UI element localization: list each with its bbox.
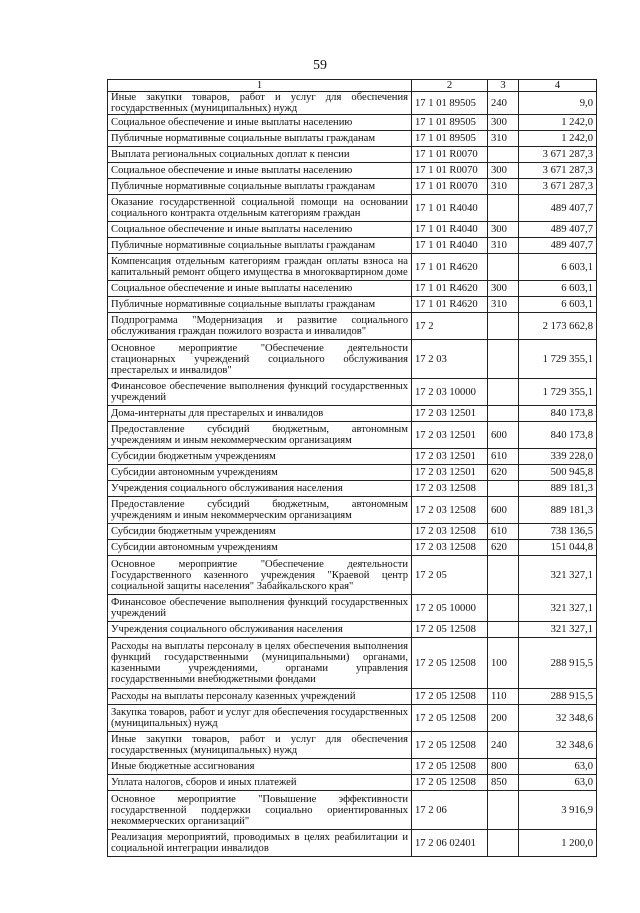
table-row <box>108 92 597 115</box>
row-code-cell: 17 1 01 R4040 <box>412 238 488 254</box>
row-expense-type-cell <box>488 791 519 830</box>
row-name-cell: Субсидии автономным учреждениям <box>108 540 412 556</box>
table-row <box>108 254 597 281</box>
row-code-cell: 17 2 03 10000 <box>412 379 488 406</box>
row-name-cell: Предоставление субсидий бюджетным, автономным учреждениям и иным некоммерческим организациям <box>108 422 412 449</box>
row-name-cell: Публичные нормативные социальные выплаты гражданам <box>108 131 412 147</box>
row-name-cell: Публичные нормативные социальные выплаты гражданам <box>108 297 412 313</box>
row-code-cell: 17 2 03 12508 <box>412 524 488 540</box>
row-amount-cell: 6 603,1 <box>519 254 597 281</box>
row-expense-type-cell: 620 <box>488 465 519 481</box>
row-name-cell: Расходы на выплаты персоналу в целях обеспечения выполнения функций государственными (муниципальными) органами, казенными учреждениями, органами управления государственными внебюджетными фондами <box>108 638 412 689</box>
row-amount-cell: 321 327,1 <box>519 622 597 638</box>
table-row <box>108 222 597 238</box>
row-amount-cell: 1 242,0 <box>519 115 597 131</box>
row-code-cell: 17 2 03 12508 <box>412 481 488 497</box>
row-name-cell: Основное мероприятие "Обеспечение деятельности Государственного казенного учреждения "Краевой центр социальной защиты населения" Забайкальского края" <box>108 556 412 595</box>
table-row <box>108 131 597 147</box>
row-expense-type-cell <box>488 147 519 163</box>
row-name-cell: Расходы на выплаты персоналу казенных учреждений <box>108 689 412 705</box>
row-amount-cell: 288 915,5 <box>519 638 597 689</box>
row-amount-cell: 6 603,1 <box>519 297 597 313</box>
row-amount-cell: 3 671 287,3 <box>519 147 597 163</box>
table-row <box>108 732 597 759</box>
row-expense-type-cell: 310 <box>488 297 519 313</box>
row-amount-cell: 1 729 355,1 <box>519 379 597 406</box>
row-code-cell: 17 2 03 <box>412 340 488 379</box>
table-row <box>108 313 597 340</box>
table-row <box>108 238 597 254</box>
row-name-cell: Публичные нормативные социальные выплаты гражданам <box>108 179 412 195</box>
table-row <box>108 422 597 449</box>
row-expense-type-cell: 610 <box>488 524 519 540</box>
table-row <box>108 524 597 540</box>
table-row <box>108 830 597 857</box>
row-code-cell: 17 1 01 89505 <box>412 131 488 147</box>
page-number: 59 <box>313 58 327 73</box>
row-code-cell: 17 1 01 89505 <box>412 92 488 115</box>
row-name-cell: Публичные нормативные социальные выплаты гражданам <box>108 238 412 254</box>
row-name-cell: Основное мероприятие "Повышение эффективности государственной поддержки социально ориентированных некоммерческих организаций" <box>108 791 412 830</box>
row-amount-cell: 151 044,8 <box>519 540 597 556</box>
row-name-cell: Уплата налогов, сборов и иных платежей <box>108 775 412 791</box>
row-code-cell: 17 2 05 12508 <box>412 622 488 638</box>
row-expense-type-cell <box>488 406 519 422</box>
table-row <box>108 465 597 481</box>
row-amount-cell: 500 945,8 <box>519 465 597 481</box>
row-expense-type-cell <box>488 379 519 406</box>
table-row <box>108 340 597 379</box>
row-expense-type-cell <box>488 622 519 638</box>
row-expense-type-cell: 300 <box>488 222 519 238</box>
row-name-cell: Финансовое обеспечение выполнения функций государственных учреждений <box>108 595 412 622</box>
row-code-cell: 17 2 03 12501 <box>412 422 488 449</box>
row-expense-type-cell: 110 <box>488 689 519 705</box>
row-code-cell: 17 2 05 <box>412 556 488 595</box>
row-name-cell: Субсидии бюджетным учреждениям <box>108 449 412 465</box>
row-expense-type-cell <box>488 313 519 340</box>
row-amount-cell: 6 603,1 <box>519 281 597 297</box>
row-name-cell: Основное мероприятие "Обеспечение деятельности стационарных учреждений социального обслуживания престарелых и инвалидов" <box>108 340 412 379</box>
column-header-amount: 4 <box>519 80 597 92</box>
row-expense-type-cell: 300 <box>488 281 519 297</box>
row-expense-type-cell: 100 <box>488 638 519 689</box>
table-row <box>108 195 597 222</box>
row-name-cell: Дома-интернаты для престарелых и инвалидов <box>108 406 412 422</box>
row-code-cell: 17 2 03 12508 <box>412 540 488 556</box>
row-expense-type-cell <box>488 254 519 281</box>
row-name-cell: Социальное обеспечение и иные выплаты населению <box>108 163 412 179</box>
table-row <box>108 147 597 163</box>
row-expense-type-cell: 610 <box>488 449 519 465</box>
budget-table <box>107 79 597 857</box>
row-amount-cell: 489 407,7 <box>519 195 597 222</box>
row-amount-cell: 1 729 355,1 <box>519 340 597 379</box>
row-code-cell: 17 1 01 R4620 <box>412 254 488 281</box>
row-name-cell: Субсидии автономным учреждениям <box>108 465 412 481</box>
table-row <box>108 449 597 465</box>
table-row <box>108 281 597 297</box>
row-code-cell: 17 1 01 R4620 <box>412 281 488 297</box>
table-row <box>108 115 597 131</box>
row-amount-cell: 489 407,7 <box>519 222 597 238</box>
table-row <box>108 791 597 830</box>
row-amount-cell: 840 173,8 <box>519 406 597 422</box>
column-header-code: 2 <box>412 80 488 92</box>
row-amount-cell: 889 181,3 <box>519 481 597 497</box>
row-expense-type-cell: 600 <box>488 497 519 524</box>
row-name-cell: Иные закупки товаров, работ и услуг для обеспечения государственных (муниципальных) нужд <box>108 92 412 115</box>
row-code-cell: 17 2 03 12501 <box>412 465 488 481</box>
row-name-cell: Социальное обеспечение и иные выплаты населению <box>108 222 412 238</box>
row-name-cell: Подпрограмма "Модернизация и развитие социального обслуживания граждан пожилого возраста и инвалидов" <box>108 313 412 340</box>
row-expense-type-cell <box>488 195 519 222</box>
row-name-cell: Учреждения социального обслуживания населения <box>108 481 412 497</box>
row-name-cell: Предоставление субсидий бюджетным, автономным учреждениям и иным некоммерческим организациям <box>108 497 412 524</box>
row-code-cell: 17 2 05 10000 <box>412 595 488 622</box>
row-amount-cell: 489 407,7 <box>519 238 597 254</box>
table-row <box>108 638 597 689</box>
row-name-cell: Оказание государственной социальной помощи на основании социального контракта отдельным категориям граждан <box>108 195 412 222</box>
row-code-cell: 17 2 05 12508 <box>412 638 488 689</box>
row-code-cell: 17 1 01 R4040 <box>412 222 488 238</box>
row-name-cell: Реализация мероприятий, проводимых в целях реабилитации и социальной интеграции инвалидов <box>108 830 412 857</box>
row-name-cell: Выплата региональных социальных доплат к пенсии <box>108 147 412 163</box>
header-row <box>108 80 597 92</box>
row-code-cell: 17 1 01 R4040 <box>412 195 488 222</box>
row-code-cell: 17 2 06 <box>412 791 488 830</box>
table-row <box>108 406 597 422</box>
row-code-cell: 17 2 05 12508 <box>412 759 488 775</box>
row-expense-type-cell: 240 <box>488 92 519 115</box>
table-row <box>108 556 597 595</box>
table-row <box>108 595 597 622</box>
table-row <box>108 622 597 638</box>
row-expense-type-cell: 240 <box>488 732 519 759</box>
row-name-cell: Социальное обеспечение и иные выплаты населению <box>108 115 412 131</box>
column-header-name: 1 <box>108 80 412 92</box>
row-code-cell: 17 2 03 12501 <box>412 406 488 422</box>
row-amount-cell: 339 228,0 <box>519 449 597 465</box>
row-code-cell: 17 1 01 R0070 <box>412 147 488 163</box>
row-code-cell: 17 2 05 12508 <box>412 689 488 705</box>
row-code-cell: 17 2 <box>412 313 488 340</box>
table-body <box>108 92 597 857</box>
table-row <box>108 297 597 313</box>
table-row <box>108 497 597 524</box>
row-amount-cell: 1 242,0 <box>519 131 597 147</box>
row-amount-cell: 288 915,5 <box>519 689 597 705</box>
row-code-cell: 17 2 03 12508 <box>412 497 488 524</box>
row-amount-cell: 3 916,9 <box>519 791 597 830</box>
row-amount-cell: 32 348,6 <box>519 705 597 732</box>
row-amount-cell: 3 671 287,3 <box>519 163 597 179</box>
row-expense-type-cell: 310 <box>488 238 519 254</box>
table-row <box>108 689 597 705</box>
row-amount-cell: 3 671 287,3 <box>519 179 597 195</box>
row-expense-type-cell: 850 <box>488 775 519 791</box>
row-amount-cell: 321 327,1 <box>519 556 597 595</box>
row-amount-cell: 840 173,8 <box>519 422 597 449</box>
row-expense-type-cell <box>488 595 519 622</box>
row-amount-cell: 9,0 <box>519 92 597 115</box>
table-row <box>108 481 597 497</box>
row-name-cell: Субсидии бюджетным учреждениям <box>108 524 412 540</box>
row-amount-cell: 63,0 <box>519 775 597 791</box>
table-row <box>108 163 597 179</box>
row-code-cell: 17 2 03 12501 <box>412 449 488 465</box>
column-header-type: 3 <box>488 80 519 92</box>
table-row <box>108 759 597 775</box>
row-code-cell: 17 1 01 R0070 <box>412 163 488 179</box>
row-amount-cell: 321 327,1 <box>519 595 597 622</box>
table-row <box>108 540 597 556</box>
row-name-cell: Иные закупки товаров, работ и услуг для обеспечения государственных (муниципальных) нужд <box>108 732 412 759</box>
row-amount-cell: 2 173 662,8 <box>519 313 597 340</box>
row-code-cell: 17 1 01 89505 <box>412 115 488 131</box>
row-code-cell: 17 2 05 12508 <box>412 705 488 732</box>
row-expense-type-cell <box>488 481 519 497</box>
row-expense-type-cell: 310 <box>488 179 519 195</box>
row-expense-type-cell <box>488 340 519 379</box>
table-row <box>108 379 597 406</box>
row-amount-cell: 32 348,6 <box>519 732 597 759</box>
row-code-cell: 17 2 06 02401 <box>412 830 488 857</box>
row-name-cell: Социальное обеспечение и иные выплаты населению <box>108 281 412 297</box>
row-amount-cell: 63,0 <box>519 759 597 775</box>
row-code-cell: 17 1 01 R4620 <box>412 297 488 313</box>
row-amount-cell: 738 136,5 <box>519 524 597 540</box>
row-code-cell: 17 2 05 12508 <box>412 775 488 791</box>
row-expense-type-cell: 800 <box>488 759 519 775</box>
row-expense-type-cell <box>488 556 519 595</box>
table-row <box>108 775 597 791</box>
row-name-cell: Закупка товаров, работ и услуг для обеспечения государственных (муниципальных) нужд <box>108 705 412 732</box>
row-name-cell: Иные бюджетные ассигнования <box>108 759 412 775</box>
row-name-cell: Финансовое обеспечение выполнения функций государственных учреждений <box>108 379 412 406</box>
row-amount-cell: 889 181,3 <box>519 497 597 524</box>
row-expense-type-cell: 200 <box>488 705 519 732</box>
row-expense-type-cell: 620 <box>488 540 519 556</box>
row-expense-type-cell: 300 <box>488 115 519 131</box>
row-name-cell: Компенсация отдельным категориям граждан оплаты взноса на капитальный ремонт общего имущества в многоквартирном доме <box>108 254 412 281</box>
row-code-cell: 17 2 05 12508 <box>412 732 488 759</box>
table-row <box>108 705 597 732</box>
row-code-cell: 17 1 01 R0070 <box>412 179 488 195</box>
row-expense-type-cell: 310 <box>488 131 519 147</box>
row-expense-type-cell <box>488 830 519 857</box>
row-expense-type-cell: 300 <box>488 163 519 179</box>
row-amount-cell: 1 200,0 <box>519 830 597 857</box>
row-name-cell: Учреждения социального обслуживания населения <box>108 622 412 638</box>
table-row <box>108 179 597 195</box>
row-expense-type-cell: 600 <box>488 422 519 449</box>
